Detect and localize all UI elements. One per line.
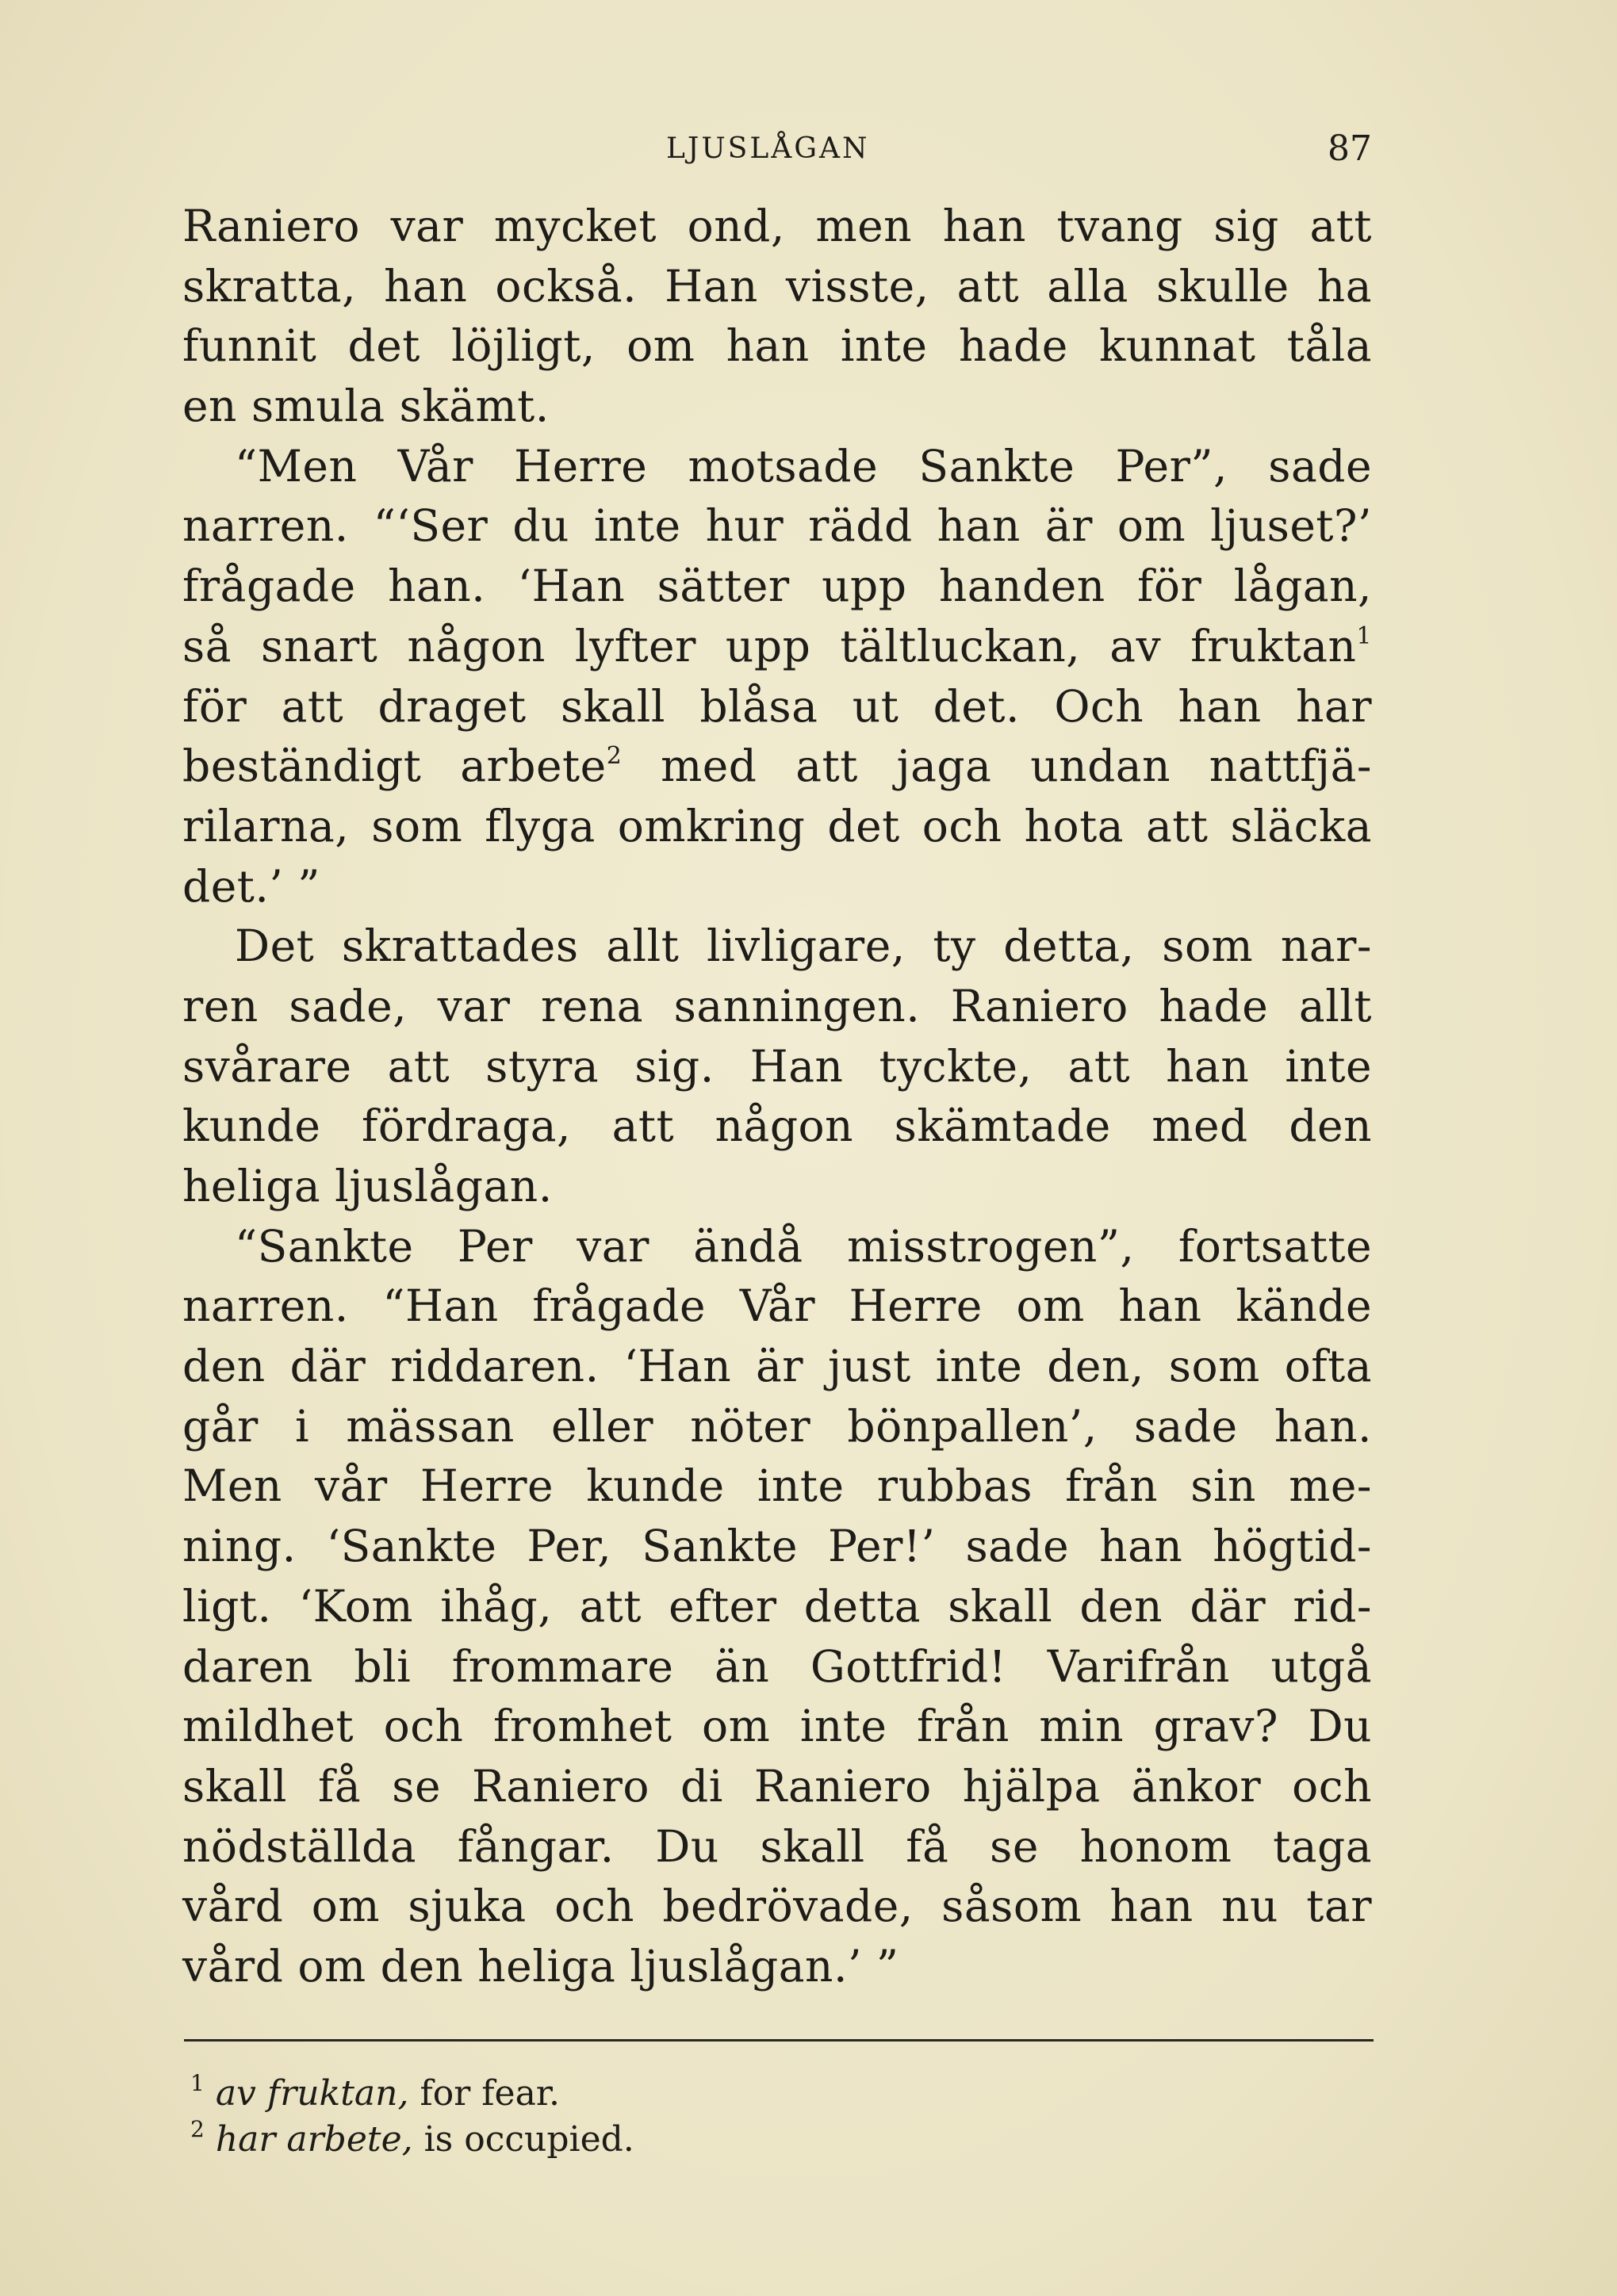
- text-line: vård om den heliga ljuslågan.’ ”: [182, 1940, 899, 1992]
- text-line: mildhet och fromhet om inte från min grav? Du: [182, 1701, 1372, 1752]
- text-line: narren. “‘Ser du inte hur rädd han är om ljuset?’: [182, 500, 1372, 552]
- text-line: “Men Vår Herre motsade Sankte Per”, sade: [235, 440, 1372, 492]
- text-line: Raniero var mycket ond, men han tvang sig att: [182, 201, 1372, 251]
- text-line: ligt. ‘Kom ihåg, att efter detta skall den där rid-: [182, 1580, 1372, 1632]
- text-line: ning. ‘Sankte Per, Sankte Per!’ sade han högtid-: [182, 1521, 1372, 1572]
- body-text: [182, 197, 1372, 1997]
- footnotes: [190, 2071, 1301, 2163]
- text-line: daren bli frommare än Gottfrid! Varifrån utgå: [182, 1640, 1372, 1692]
- footnote-mark-2: 2: [606, 742, 623, 771]
- text-line: narren. “Han frågade Vår Herre om han kände: [182, 1280, 1372, 1332]
- text-segment: med att jaga undan nattfjä-: [661, 740, 1372, 792]
- text-line: svårare att styra sig. Han tyckte, att han inte: [182, 1040, 1372, 1092]
- text-segment: beständigt arbete: [182, 740, 607, 792]
- text-line: den där riddaren. ‘Han är just inte den, som ofta: [182, 1341, 1372, 1392]
- text-line: “Sankte Per var ändå misstrogen”, fortsatte: [235, 1220, 1372, 1272]
- footnote-gloss: is occupied.: [423, 2119, 634, 2160]
- text-line: vård om sjuka och bedrövade, såsom han nu tar: [182, 1881, 1372, 1932]
- text-line: går i mässan eller nöter bönpallen’, sade han.: [182, 1400, 1372, 1452]
- text-line: heliga ljuslågan.: [182, 1161, 553, 1211]
- footnote-divider: [184, 2039, 1374, 2042]
- footnote-mark-1: 1: [1356, 622, 1372, 650]
- text-segment: så snart någon lyfter upp tältluckan, av fruktan: [182, 620, 1357, 672]
- text-line: frågade han. ‘Han sätter upp handen för lågan,: [182, 561, 1372, 612]
- text-line: för att draget skall blåsa ut det. Och han har: [182, 680, 1372, 732]
- text-line: kunde fördraga, att någon skämtade med den: [182, 1100, 1372, 1152]
- running-title: LJUSLÅGAN: [666, 132, 870, 165]
- text-line: funnit det löjligt, om han inte hade kunnat tåla: [182, 320, 1372, 372]
- text-line: en smula skämt.: [182, 381, 550, 432]
- footnote-term: har arbete,: [215, 2119, 413, 2160]
- text-line: skall få se Raniero di Raniero hjälpa änkor och: [182, 1760, 1372, 1812]
- footnote: [190, 2071, 1301, 2117]
- text-line: nödställda fångar. Du skall få se honom taga: [182, 1820, 1372, 1872]
- text-line: skratta, han också. Han visste, att alla skulle ha: [182, 260, 1372, 312]
- page-header: [182, 125, 1372, 173]
- footnote-term: av fruktan,: [215, 2073, 409, 2114]
- footnote: [190, 2117, 1301, 2163]
- text-line: [182, 617, 1372, 677]
- footnote-number: 2: [190, 2116, 205, 2142]
- footnote-number: 1: [190, 2070, 205, 2096]
- text-line: [182, 737, 1372, 797]
- text-line: det.’ ”: [182, 860, 320, 912]
- text-line: Det skrattades allt livligare, ty detta, som nar-: [235, 920, 1372, 972]
- footnote-gloss: for fear.: [420, 2073, 561, 2114]
- text-line: rilarna, som flyga omkring det och hota att släcka: [182, 800, 1372, 851]
- text-line: Men vår Herre kunde inte rubbas från sin me-: [182, 1460, 1372, 1512]
- text-line: ren sade, var rena sanningen. Raniero hade allt: [182, 980, 1372, 1031]
- page-number: 87: [1328, 128, 1372, 169]
